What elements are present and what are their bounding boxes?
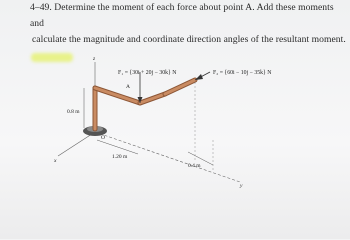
- x-axis-line: [58, 132, 95, 156]
- problem-line-2: calculate the magnitude and coordinate direction angles of the resultant moment.: [32, 34, 346, 45]
- dim-right-label: 0.4 m: [188, 163, 201, 169]
- point-o-label: O: [101, 135, 105, 141]
- force-f2-arrowhead: [195, 74, 203, 80]
- y-axis-label: y: [240, 183, 243, 189]
- pipe-top: [95, 88, 140, 103]
- dim-bottom-line: [97, 140, 138, 154]
- point-a-label: A: [126, 84, 130, 90]
- problem-line-1: 4–49. Determine the moment of each force about point A. Add these moments and: [30, 2, 334, 29]
- f1-label: F₁ = {30i + 20j − 30k} N: [118, 70, 177, 76]
- pipe-bend: [140, 94, 165, 103]
- f2-label: F₂ = {60i − 10j − 35k} N: [213, 70, 272, 76]
- dim-bottom-label: 1.20 m: [112, 154, 128, 160]
- z-axis-label: z: [93, 56, 96, 62]
- x-axis-label: x: [54, 158, 57, 164]
- pipe-rise: [165, 80, 195, 94]
- dim-left-label: 0.8 m: [67, 109, 80, 115]
